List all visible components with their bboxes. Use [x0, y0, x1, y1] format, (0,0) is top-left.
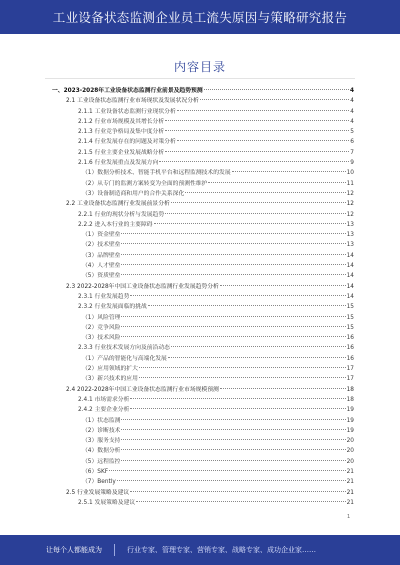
toc-entry-page: 12: [346, 190, 354, 197]
toc-entry[interactable]: [52, 251, 354, 261]
toc-entry[interactable]: [52, 282, 354, 292]
toc-entry-label: （3）技术风险: [82, 335, 121, 342]
toc-leader-dots: [121, 419, 345, 420]
toc-leader-dots: [159, 161, 349, 162]
toc-entry-label: 2.1.2 行业市场规模及其增长分析: [78, 118, 165, 125]
toc-entry[interactable]: [52, 117, 354, 127]
toc-leader-dots: [121, 429, 345, 430]
toc-entry-page: 4: [350, 108, 354, 115]
heading-divider: [45, 78, 355, 79]
toc-leader-dots: [121, 264, 345, 265]
toc-entry-label: （2）应用领域的扩大: [82, 366, 138, 373]
toc-entry-page: 17: [346, 376, 354, 383]
toc-entry-label: 2.3 2022-2028年中国工业设备状态监测行业发展趋势分析: [66, 283, 219, 290]
toc-entry-page: 10: [346, 170, 354, 177]
toc-entry-label: 2.4.1 市场需求分析: [78, 396, 130, 403]
toc-entry-label: （5）远程监控: [82, 458, 121, 465]
toc-entry-label: 2.1.6 行业发展重点及发展方向: [78, 160, 159, 167]
toc-entry[interactable]: [52, 436, 354, 446]
toc-entry-page: 15: [346, 314, 354, 321]
table-of-contents: [52, 86, 354, 508]
toc-entry[interactable]: [52, 395, 354, 405]
toc-leader-dots: [130, 295, 345, 296]
toc-entry-label: （6）SKF: [82, 468, 109, 475]
toc-entry-page: 14: [346, 293, 354, 300]
toc-entry[interactable]: [52, 498, 354, 508]
toc-entry[interactable]: [52, 240, 354, 250]
toc-leader-dots: [117, 480, 346, 481]
toc-entry-label: （3）新兴技术的应用: [82, 376, 138, 383]
toc-entry-label: （5）资质壁垒: [82, 273, 121, 280]
toc-entry-page: 15: [346, 304, 354, 311]
toc-leader-dots: [168, 357, 346, 358]
toc-entry-label: 2.2.1 行业的现状分析与发展趋势: [78, 211, 165, 218]
toc-heading: 内容目录: [173, 60, 226, 74]
toc-entry-label: 一、2023-2028年工业设备状态监测行业前景及趋势预测: [52, 88, 203, 94]
toc-leader-dots: [130, 398, 345, 399]
toc-leader-dots: [204, 89, 349, 90]
toc-entry-label: （2）诊断技术: [82, 427, 121, 434]
toc-leader-dots: [185, 192, 345, 193]
toc-entry-label: 2.1.4 行业发展存在的问题及对策分析: [78, 139, 176, 146]
toc-entry-page: 18: [346, 396, 354, 403]
toc-leader-dots: [139, 367, 346, 368]
toc-leader-dots: [139, 377, 346, 378]
toc-entry[interactable]: [52, 354, 354, 364]
toc-leader-dots: [121, 439, 345, 440]
toc-entry[interactable]: [52, 220, 354, 230]
toc-entry[interactable]: [52, 107, 354, 117]
toc-entry[interactable]: [52, 230, 354, 240]
toc-leader-dots: [220, 388, 346, 389]
toc-entry-page: 13: [346, 221, 354, 228]
toc-entry-page: 19: [346, 417, 354, 424]
toc-entry[interactable]: [52, 343, 354, 353]
toc-leader-dots: [121, 243, 345, 244]
toc-entry-page: 5: [350, 129, 354, 136]
toc-leader-dots: [165, 213, 345, 214]
toc-entry-page: 16: [346, 335, 354, 342]
toc-leader-dots: [121, 326, 345, 327]
toc-entry-label: 2.3.1 行业发展趋势: [78, 293, 130, 300]
toc-entry[interactable]: [52, 158, 354, 168]
toc-entry[interactable]: [52, 385, 354, 395]
toc-entry-label: 2.4 2022-2028年中国工业设备状态监测行业市场规模预测: [66, 386, 219, 393]
toc-leader-dots: [121, 274, 345, 275]
toc-entry[interactable]: [52, 313, 354, 323]
toc-entry-label: （1）状态监测: [82, 417, 121, 424]
toc-entry[interactable]: [52, 148, 354, 158]
toc-leader-dots: [171, 202, 346, 203]
toc-entry-page: 12: [346, 201, 354, 208]
toc-entry-label: 2.5 行业发展策略及建议: [66, 489, 130, 496]
toc-entry-page: 21: [346, 489, 354, 496]
report-footer: [0, 535, 400, 565]
toc-entry[interactable]: [52, 199, 354, 209]
toc-entry-label: 2.3.3 行业技术发展方向及前沿动态: [78, 345, 170, 352]
toc-entry-label: （3）服务支持: [82, 438, 121, 445]
toc-entry-page: 14: [346, 273, 354, 280]
toc-entry-label: 2.4.2 主要企业分析: [78, 407, 130, 414]
toc-entry-label: （1）资金壁垒: [82, 232, 121, 239]
toc-entry-label: 2.5.1 发展策略及建议: [78, 499, 136, 506]
toc-leader-dots: [121, 449, 345, 450]
toc-leader-dots: [121, 254, 345, 255]
toc-entry-label: （2）从专门的监测方案转变为全面的预测性维护: [82, 180, 208, 187]
toc-entry-label: （1）风险管理: [82, 314, 121, 321]
toc-entry-page: 14: [346, 263, 354, 270]
toc-entry[interactable]: [52, 323, 354, 333]
toc-entry-page: 17: [346, 366, 354, 373]
toc-leader-dots: [232, 171, 346, 172]
toc-entry-page: 4: [350, 98, 354, 105]
toc-entry-label: （7）Bently: [82, 479, 116, 486]
toc-entry[interactable]: [52, 426, 354, 436]
toc-entry[interactable]: [52, 467, 354, 477]
toc-entry-page: 20: [346, 458, 354, 465]
toc-entry-page: 11: [346, 180, 354, 187]
toc-entry-page: 7: [350, 149, 354, 156]
toc-entry-label: （1）数据分析技术、智能手机平台和远程监测技术的发展: [82, 170, 231, 177]
toc-entry-label: （1）产品的智能化与高端化发展: [82, 355, 167, 362]
toc-entry-page: 21: [346, 479, 354, 486]
toc-entry[interactable]: [52, 210, 354, 220]
toc-entry-label: （3）品牌壁垒: [82, 252, 121, 259]
toc-entry[interactable]: [52, 333, 354, 343]
toc-leader-dots: [121, 233, 345, 234]
toc-entry-page: 13: [346, 232, 354, 239]
toc-entry[interactable]: [52, 416, 354, 426]
toc-entry-page: 19: [346, 427, 354, 434]
toc-entry[interactable]: [52, 446, 354, 456]
toc-entry[interactable]: [52, 374, 354, 384]
toc-entry-label: （3）设备制造商和用户的合作关系深化: [82, 190, 185, 197]
toc-entry-label: 2.1.3 行业竞争格局及集中度分析: [78, 129, 165, 136]
toc-entry-label: 2.3.2 行业发展面临的挑战: [78, 304, 147, 311]
page-number: 1: [347, 514, 351, 520]
toc-leader-dots: [130, 491, 345, 492]
toc-leader-dots: [121, 336, 345, 337]
toc-entry[interactable]: [52, 96, 354, 106]
toc-entry-page: 12: [346, 211, 354, 218]
toc-entry[interactable]: [52, 86, 354, 96]
toc-entry[interactable]: [52, 261, 354, 271]
toc-entry-label: 2.1 工业设备状态监测行业市场现状及发展状况分析: [66, 98, 199, 105]
toc-leader-dots: [200, 99, 350, 100]
toc-leader-dots: [177, 110, 350, 111]
toc-leader-dots: [136, 501, 345, 502]
toc-entry-label: （2）竞争风险: [82, 324, 121, 331]
toc-entry[interactable]: [52, 477, 354, 487]
toc-leader-dots: [165, 130, 349, 131]
toc-leader-dots: [165, 151, 349, 152]
toc-entry-page: 14: [346, 252, 354, 259]
toc-entry-page: 14: [346, 283, 354, 290]
toc-entry[interactable]: [52, 179, 354, 189]
toc-entry-page: 20: [346, 438, 354, 445]
toc-leader-dots: [177, 140, 350, 141]
toc-entry-page: 20: [346, 448, 354, 455]
toc-entry[interactable]: [52, 405, 354, 415]
toc-leader-dots: [220, 285, 346, 286]
toc-entry-label: 2.2 工业设备状态监测行业发展前景分析: [66, 201, 170, 208]
toc-entry-label: 2.2.2 进入本行业的主要障碍: [78, 221, 153, 228]
toc-entry-label: （4）数据分析: [82, 448, 121, 455]
toc-leader-dots: [121, 316, 345, 317]
toc-entry-label: （4）人才壁垒: [82, 263, 121, 270]
toc-entry-label: 2.1.5 行业主要企业发展战略分析: [78, 149, 165, 156]
toc-leader-dots: [109, 470, 346, 471]
footer-slogan: 让每个人都能成为: [46, 546, 102, 554]
toc-entry[interactable]: [52, 488, 354, 498]
toc-entry-page: 16: [346, 345, 354, 352]
toc-entry-label: （2）技术壁垒: [82, 242, 121, 249]
toc-leader-dots: [130, 408, 345, 409]
toc-entry-page: 21: [346, 499, 354, 506]
toc-entry-page: 21: [346, 468, 354, 475]
toc-entry[interactable]: [52, 457, 354, 467]
toc-entry[interactable]: [52, 364, 354, 374]
toc-entry-page: 9: [350, 160, 354, 167]
toc-leader-dots: [208, 182, 345, 183]
footer-tagline: 行业专家、管理专家、营销专家、战略专家、成功企业家……: [127, 546, 316, 554]
toc-entry[interactable]: [52, 189, 354, 199]
toc-entry-page: 15: [346, 324, 354, 331]
toc-entry[interactable]: [52, 271, 354, 281]
report-header: [0, 0, 400, 34]
toc-entry-page: 4: [349, 88, 354, 94]
toc-entry[interactable]: [52, 127, 354, 137]
toc-leader-dots: [165, 120, 349, 121]
toc-leader-dots: [121, 460, 345, 461]
toc-leader-dots: [148, 305, 346, 306]
toc-entry[interactable]: [52, 137, 354, 147]
report-title: 工业设备状态监测企业员工流失原因与策略研究报告: [52, 10, 348, 25]
toc-entry-page: 16: [346, 355, 354, 362]
toc-entry[interactable]: [52, 168, 354, 178]
toc-entry[interactable]: [52, 302, 354, 312]
toc-leader-dots: [171, 346, 346, 347]
footer-divider: [114, 544, 115, 556]
toc-entry-page: 6: [350, 139, 354, 146]
toc-leader-dots: [154, 223, 346, 224]
toc-entry[interactable]: [52, 292, 354, 302]
toc-entry-label: 2.1.1 工业设备状态监测行业现状分析: [78, 108, 176, 115]
toc-entry-page: 4: [350, 118, 354, 125]
toc-entry-page: 19: [346, 407, 354, 414]
toc-entry-page: 18: [346, 386, 354, 393]
toc-entry-page: 13: [346, 242, 354, 249]
